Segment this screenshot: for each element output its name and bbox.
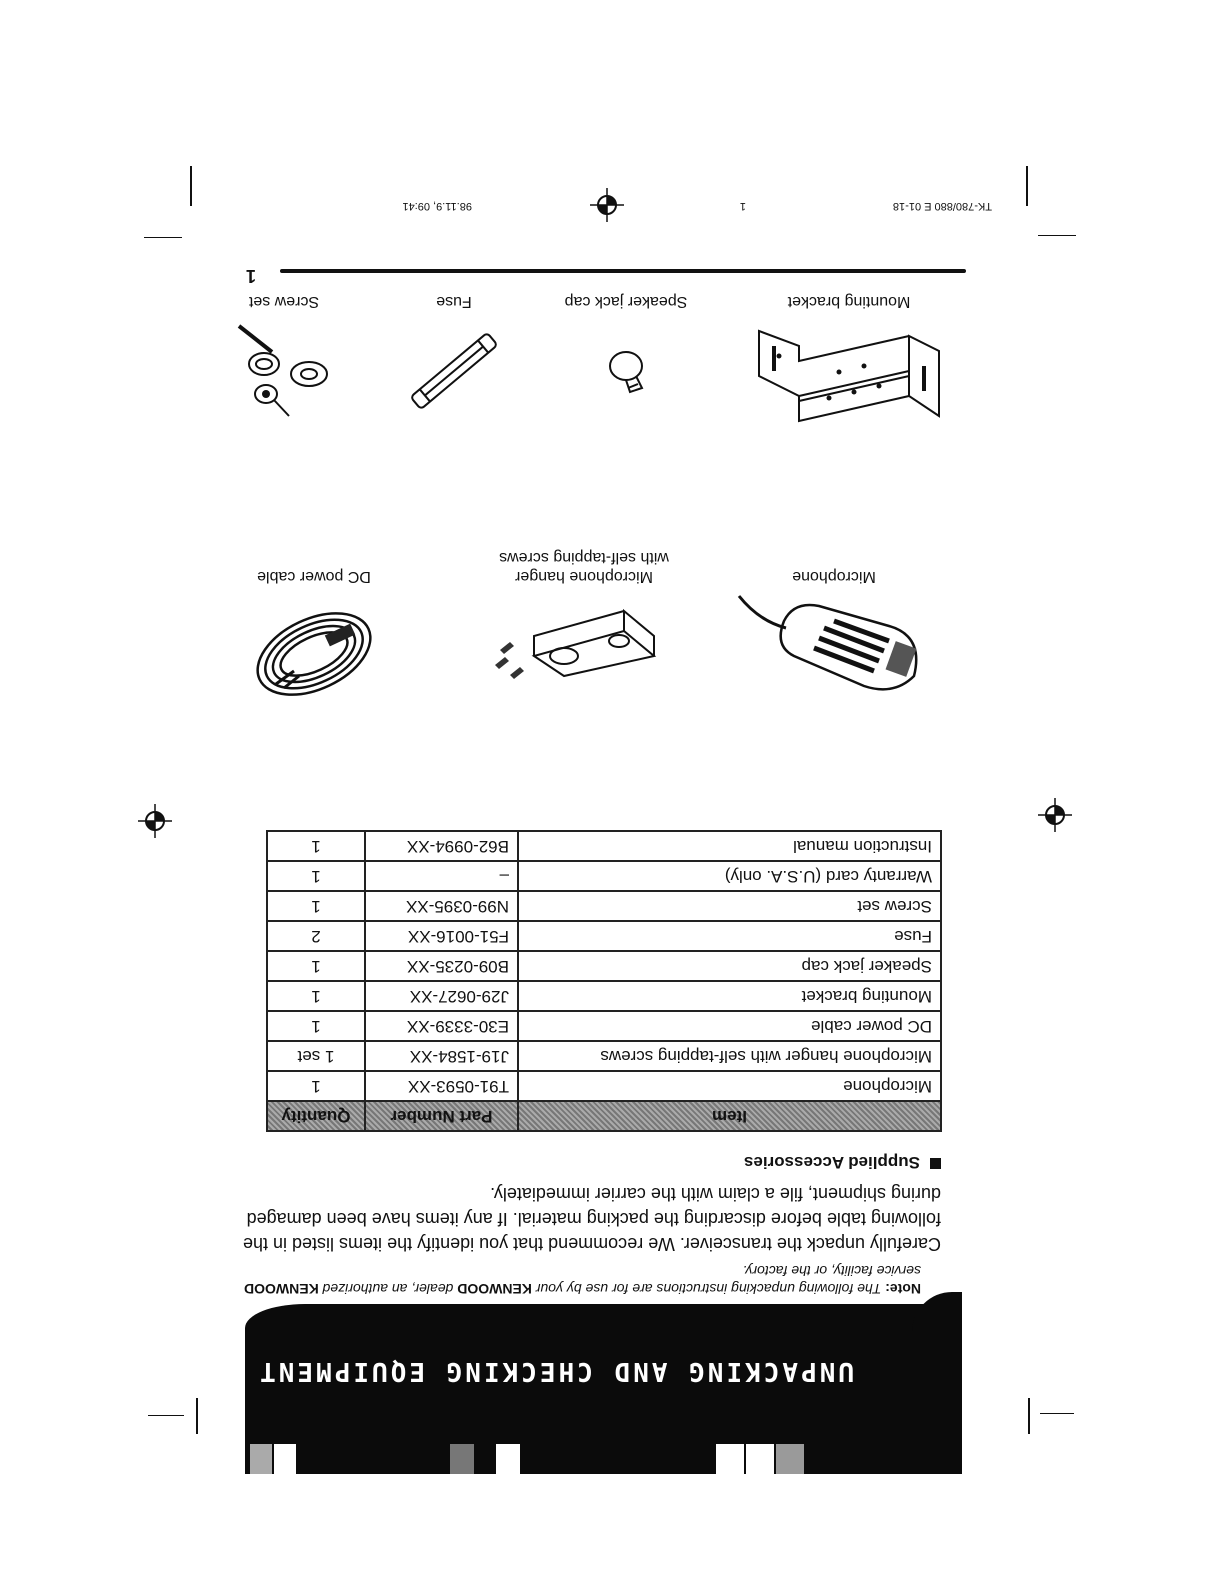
figure-label: Mounting bracket: [787, 293, 911, 310]
bullet-square-icon: [930, 1158, 941, 1169]
cell-item: Speaker jack cap: [518, 951, 941, 981]
header-banner-edge: [912, 1292, 962, 1332]
dc-power-cable-icon: [234, 586, 394, 716]
crop-line: [148, 1415, 184, 1416]
figure-label: with self-tapping screws: [499, 549, 669, 566]
table-row: [267, 951, 941, 981]
cell-part-number: J29-0627-XX: [365, 981, 518, 1011]
cell-quantity: 1: [267, 1071, 365, 1101]
cell-part-number: B09-0235-XX: [365, 951, 518, 981]
brand-name: KENWOOD: [457, 1281, 532, 1297]
page-title: UNPACKING AND CHECKING EQUIPMENT: [257, 1356, 854, 1386]
cell-quantity: 1: [267, 861, 365, 891]
cell-part-number: B62-0994-XX: [365, 831, 518, 861]
footer-file-id: TK-780/880 E 01-18: [892, 200, 992, 212]
table-row: [267, 1071, 941, 1101]
table-row: [267, 921, 941, 951]
cell-quantity: 1: [267, 981, 365, 1011]
table-row: [267, 1041, 941, 1071]
registration-mark-left: [1038, 798, 1072, 832]
cell-part-number: T91-0593-XX: [365, 1071, 518, 1101]
table-row: [267, 981, 941, 1011]
intro-paragraph: Carefully unpack the transceiver. We recommend that you identify the items listed in the following table before discarding the packing material. If any items have been damaged during shipment, file a claim with the carrier immediately.: [242, 1184, 941, 1254]
footer-page: 1: [739, 200, 746, 212]
cell-item: Microphone hanger with self-tapping screws: [518, 1041, 941, 1071]
figure-label: Microphone hanger: [515, 568, 653, 585]
divider-rule: [280, 269, 966, 273]
cell-item: Fuse: [518, 921, 941, 951]
cell-quantity: 1: [267, 1011, 365, 1041]
cell-quantity: 1: [267, 831, 365, 861]
figure-label: Fuse: [436, 293, 472, 310]
cell-item: Screw set: [518, 891, 941, 921]
note-text-3: service facility, or the factory.: [742, 1263, 921, 1279]
cell-item: DC power cable: [518, 1011, 941, 1041]
cell-part-number: E30-3339-XX: [365, 1011, 518, 1041]
cell-item: Microphone: [518, 1071, 941, 1101]
page-number: 1: [245, 266, 256, 286]
cell-quantity: 2: [267, 921, 365, 951]
microphone-icon: [734, 586, 934, 716]
table-header-row: [267, 1101, 941, 1131]
figure-label: DC power cable: [257, 568, 371, 585]
crop-line: [1028, 1398, 1030, 1434]
figure-microphone: [734, 567, 934, 716]
cell-quantity: 1 set: [267, 1041, 365, 1071]
color-bar-blocks: [244, 1444, 804, 1474]
registration-mark-top: [590, 188, 624, 222]
figure-microphone-hanger: [484, 548, 684, 716]
accessories-table: [266, 830, 942, 1132]
column-header-quantity: Quantity: [267, 1101, 365, 1131]
cell-item: Warranty card (U.S.A. only): [518, 861, 941, 891]
section-title: Supplied Accessories: [743, 1153, 920, 1172]
column-header-item: Item: [518, 1101, 941, 1131]
cell-quantity: 1: [267, 891, 365, 921]
table-row: [267, 1011, 941, 1041]
cell-part-number: F51-0016-XX: [365, 921, 518, 951]
cell-part-number: –: [365, 861, 518, 891]
cell-part-number: N99-0395-XX: [365, 891, 518, 921]
note-text-1: The following unpacking instructions are for use by your: [535, 1281, 882, 1297]
screw-set-icon: [224, 311, 344, 436]
figure-mounting-bracket: [749, 292, 949, 436]
column-header-part-number: Part Number: [365, 1101, 518, 1131]
footer-date: 98.11.9, 09:41: [402, 200, 472, 212]
figure-label: Screw set: [248, 293, 320, 310]
figure-dc-power-cable: [234, 567, 394, 716]
figure-label: Speaker jack cap: [564, 293, 688, 310]
microphone-hanger-icon: [484, 586, 684, 716]
cell-part-number: J19-1584-XX: [365, 1041, 518, 1071]
table-row: [267, 831, 941, 861]
crop-line: [1026, 166, 1028, 206]
registration-mark-right: [138, 804, 172, 838]
cell-item: Instruction manual: [518, 831, 941, 861]
crop-line: [1040, 1413, 1074, 1414]
cell-quantity: 1: [267, 951, 365, 981]
section-heading: [744, 1152, 941, 1172]
note-text-2: dealer, an authorized: [322, 1281, 454, 1297]
figure-label: Microphone: [792, 568, 876, 585]
note-label: Note:: [885, 1281, 921, 1297]
figure-speaker-jack-cap: [536, 292, 716, 436]
figure-screw-set: [224, 292, 344, 436]
crop-line: [1038, 235, 1076, 236]
crop-line: [196, 1398, 198, 1434]
figure-fuse: [384, 292, 524, 436]
speaker-jack-cap-icon: [536, 311, 716, 436]
crop-line: [144, 237, 182, 238]
note-text: [231, 1262, 921, 1298]
table-row: [267, 861, 941, 891]
mounting-bracket-icon: [749, 311, 949, 436]
brand-name: KENWOOD: [244, 1281, 319, 1297]
fuse-icon: [384, 311, 524, 436]
crop-line: [190, 166, 192, 206]
cell-item: Mounting bracket: [518, 981, 941, 1011]
table-row: [267, 891, 941, 921]
